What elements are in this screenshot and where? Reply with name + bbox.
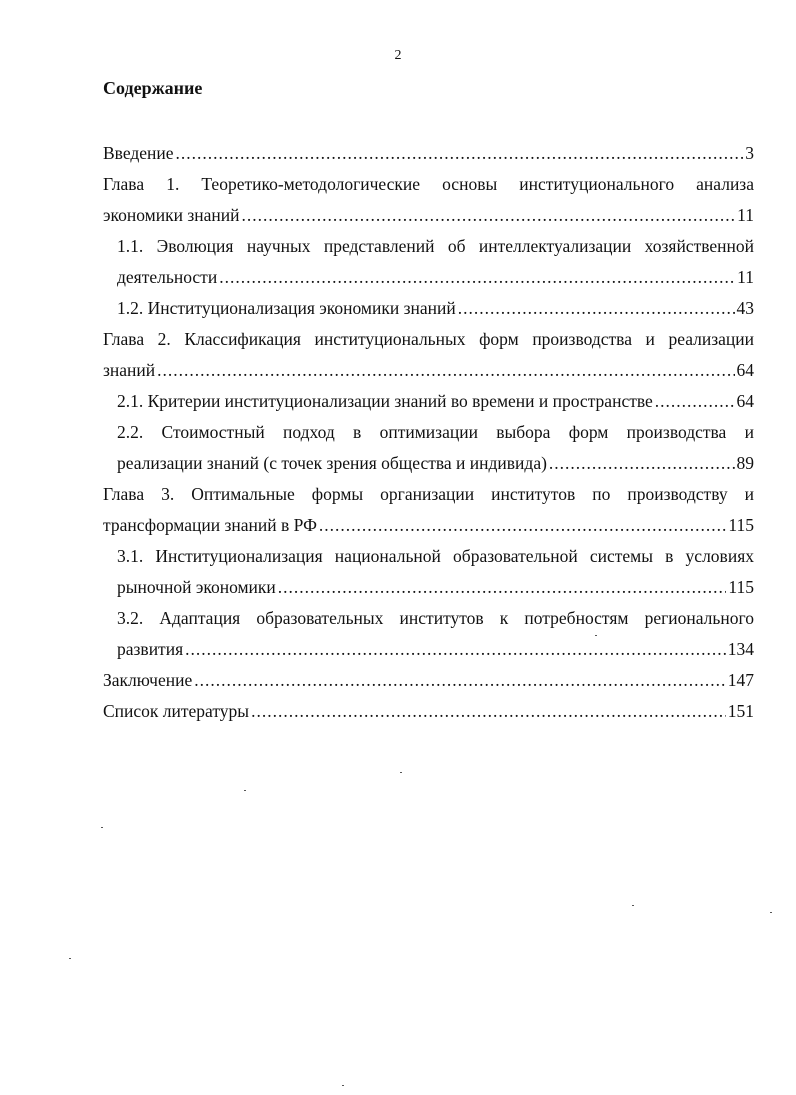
scan-speck — [244, 790, 246, 791]
toc-page-number: 3 — [745, 143, 754, 163]
scan-speck — [342, 1085, 344, 1086]
toc-entry-label: рыночной экономики — [117, 577, 276, 597]
toc-entry-bibliography[interactable] — [103, 696, 754, 727]
toc-leader-dots — [185, 634, 726, 665]
toc-entry-label: Список литературы — [103, 701, 250, 721]
toc-entry-label: Заключение — [103, 670, 193, 690]
toc-entry-section-3-2-line2[interactable] — [117, 634, 754, 665]
toc-entry-conclusion[interactable] — [103, 665, 754, 696]
toc-entry-chapter-2-line1[interactable]: Глава 2. Классификация институциональных форм производства и реализации — [103, 329, 754, 349]
toc-entry-chapter-1-line2[interactable] — [103, 200, 754, 231]
toc-page-number: 147 — [727, 670, 754, 690]
toc-entry-chapter-3-line2[interactable] — [103, 510, 754, 541]
toc-leader-dots — [458, 293, 735, 324]
toc-leader-dots — [251, 696, 726, 727]
toc-page-number: 11 — [737, 205, 754, 225]
toc-leader-dots — [655, 386, 735, 417]
toc-leader-dots — [549, 448, 735, 479]
toc-entry-section-3-1-line2[interactable] — [117, 572, 754, 603]
toc-entry-label: реализации знаний (с точек зрения общества и индивида) — [117, 453, 547, 473]
toc-entry-label: 1.2. Институционализация экономики знаний — [117, 298, 456, 318]
toc-entry-section-3-2-line1[interactable]: 3.2. Адаптация образовательных институтов к потребностям регионального — [117, 608, 754, 628]
toc-page-number: 11 — [737, 267, 754, 287]
toc-entry-intro[interactable] — [103, 138, 754, 169]
toc-entry-label: трансформации знаний в РФ — [103, 515, 317, 535]
toc-leader-dots — [241, 200, 735, 231]
scan-speck — [101, 827, 103, 828]
toc-page-number: 64 — [736, 360, 754, 380]
toc-leader-dots — [157, 355, 734, 386]
toc-leader-dots — [278, 572, 727, 603]
toc-leader-dots — [319, 510, 726, 541]
toc-entry-label: экономики знаний — [103, 205, 240, 225]
toc-entry-chapter-1-line1[interactable]: Глава 1. Теоретико-методологические основы институционального анализа — [103, 174, 754, 194]
page-number: 2 — [394, 48, 402, 63]
scan-speck — [400, 772, 402, 773]
toc-page-number: 151 — [727, 701, 754, 721]
toc-entry-label: 2.1. Критерии институционализации знаний во времени и пространстве — [117, 391, 653, 411]
table-of-contents — [103, 138, 754, 727]
toc-entry-section-2-2-line1[interactable]: 2.2. Стоимостный подход в оптимизации выбора форм производства и — [117, 422, 754, 442]
scan-speck — [632, 905, 634, 906]
toc-leader-dots — [219, 262, 735, 293]
toc-entry-chapter-2-line2[interactable] — [103, 355, 754, 386]
toc-entry-section-1-2[interactable] — [117, 293, 754, 324]
toc-entry-label: развития — [117, 639, 184, 659]
toc-entry-label: Введение — [103, 143, 174, 163]
toc-entry-section-1-1-line2[interactable] — [117, 262, 754, 293]
toc-page-number: 115 — [728, 515, 754, 535]
toc-page-number: 115 — [728, 577, 754, 597]
toc-leader-dots — [194, 665, 726, 696]
toc-entry-section-2-1[interactable] — [117, 386, 754, 417]
toc-entry-chapter-3-line1[interactable]: Глава 3. Оптимальные формы организации институтов по производству и — [103, 484, 754, 504]
scan-speck — [69, 958, 71, 959]
toc-leader-dots — [176, 138, 744, 169]
toc-entry-section-1-1-line1[interactable]: 1.1. Эволюция научных представлений об интеллектуализации хозяйственной — [117, 236, 754, 256]
toc-entry-section-2-2-line2[interactable] — [117, 448, 754, 479]
page-title: Содержание — [103, 78, 203, 98]
scan-speck — [770, 912, 772, 913]
toc-page-number: 64 — [736, 391, 754, 411]
toc-page-number: 43 — [736, 298, 754, 318]
toc-page-number: 89 — [736, 453, 754, 473]
toc-entry-label: деятельности — [117, 267, 218, 287]
toc-entry-section-3-1-line1[interactable]: 3.1. Институционализация национальной образовательной системы в условиях — [117, 546, 754, 566]
toc-page-number: 134 — [727, 639, 754, 659]
scan-speck — [595, 635, 597, 636]
toc-entry-label: знаний — [103, 360, 156, 380]
